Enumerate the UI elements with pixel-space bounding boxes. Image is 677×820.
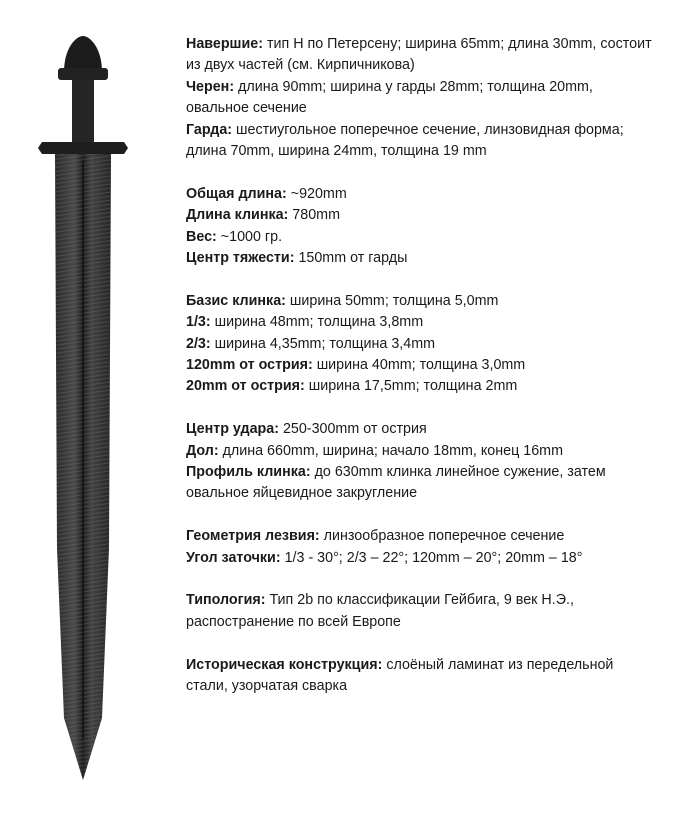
spec-label: Базис клинка: [186, 292, 286, 309]
spec-label: Историческая конструкция: [186, 656, 383, 673]
spec-value: ~1000 гр. [216, 228, 283, 245]
spec-row [186, 205, 656, 226]
spec-value: 1/3 - 30°; 2/3 – 22°; 120mm – 20°; 20mm – 18° [280, 549, 583, 566]
spec-label: Профиль клинка: [186, 464, 311, 481]
spec-value: слоёный ламинат из передельной стали, узорчатая сварка [186, 656, 614, 695]
spec-group [186, 34, 656, 162]
spec-row [186, 419, 656, 440]
spec-group [186, 419, 656, 505]
spec-label: Навершие: [186, 36, 263, 52]
spec-label: 120mm от острия: [186, 357, 313, 374]
spec-label: 2/3: [186, 335, 211, 352]
spec-label: Геометрия лезвия: [186, 528, 320, 545]
spec-value: шестиугольное поперечное сечение, линзовидная форма; длина 70mm, ширина 24mm, толщина 19 mm [186, 121, 624, 160]
sword-crossguard [38, 142, 128, 154]
spec-group [186, 590, 656, 633]
spec-row [186, 462, 656, 505]
spec-value: 780mm [288, 207, 340, 224]
spec-row [186, 334, 656, 355]
spec-label: Вес: [186, 228, 217, 245]
spec-group [186, 291, 656, 398]
spec-row [186, 77, 656, 120]
spec-value: ширина 17,5mm; толщина 2mm [304, 378, 518, 395]
spec-value: длина 90mm; ширина у гарды 28mm; толщина 20mm, овальное сечение [186, 78, 593, 117]
spec-value: 150mm от гарды [294, 250, 408, 267]
spec-group [186, 526, 656, 569]
spec-value: ширина 50mm; толщина 5,0mm [285, 292, 499, 309]
spec-label: Гарда: [186, 121, 233, 138]
spec-row [186, 248, 656, 269]
spec-label: Общая длина: [186, 185, 287, 202]
spec-label: Центр удара: [186, 421, 279, 438]
spec-row [186, 526, 656, 547]
spec-row [186, 120, 656, 163]
spec-value: ширина 48mm; толщина 3,8mm [210, 314, 424, 331]
spec-label: Дол: [186, 442, 219, 459]
sword-pommel [58, 36, 108, 80]
spec-row [186, 548, 656, 569]
spec-row [186, 590, 656, 633]
spec-row [186, 291, 656, 312]
spec-label: 20mm от острия: [186, 378, 305, 395]
spec-row [186, 34, 656, 77]
spec-label: Угол заточки: [186, 549, 281, 566]
spec-row [186, 655, 656, 698]
spec-label: Центр тяжести: [186, 250, 295, 267]
spec-value: тип H по Петерсену; ширина 65mm; длина 30mm, состоит из двух частей (см. Кирпичникова) [186, 36, 652, 74]
sword-illustration [28, 28, 138, 788]
spec-value: ширина 40mm; толщина 3,0mm [312, 357, 526, 374]
spec-value: ~920mm [286, 185, 347, 202]
spec-value: Тип 2b по классификации Гейбига, 9 век Н.Э., распостранение по всей Европе [186, 592, 574, 630]
spec-value: длина 660mm, ширина; начало 18mm, конец 16mm [218, 442, 563, 459]
spec-label: Длина клинка: [186, 207, 289, 224]
spec-row [186, 184, 656, 205]
spec-value: ширина 4,35mm; толщина 3,4mm [210, 335, 436, 352]
spec-row [186, 227, 656, 248]
spec-row [186, 355, 656, 376]
spec-label: 1/3: [186, 314, 211, 331]
spec-row [186, 441, 656, 462]
spec-row [186, 312, 656, 333]
sword-grip [72, 80, 94, 142]
spec-value: линзообразное поперечное сечение [319, 528, 565, 545]
spec-value: до 630mm клинка линейное сужение, затем овальное яйцевидное закругление [186, 464, 606, 502]
sword-blade [55, 154, 111, 780]
spec-label: Типология: [186, 592, 266, 609]
spec-group [186, 184, 656, 270]
spec-row [186, 376, 656, 397]
spec-label: Черен: [186, 78, 235, 95]
specification-text [186, 34, 656, 719]
spec-group [186, 655, 656, 698]
spec-value: 250-300mm от острия [278, 421, 427, 438]
